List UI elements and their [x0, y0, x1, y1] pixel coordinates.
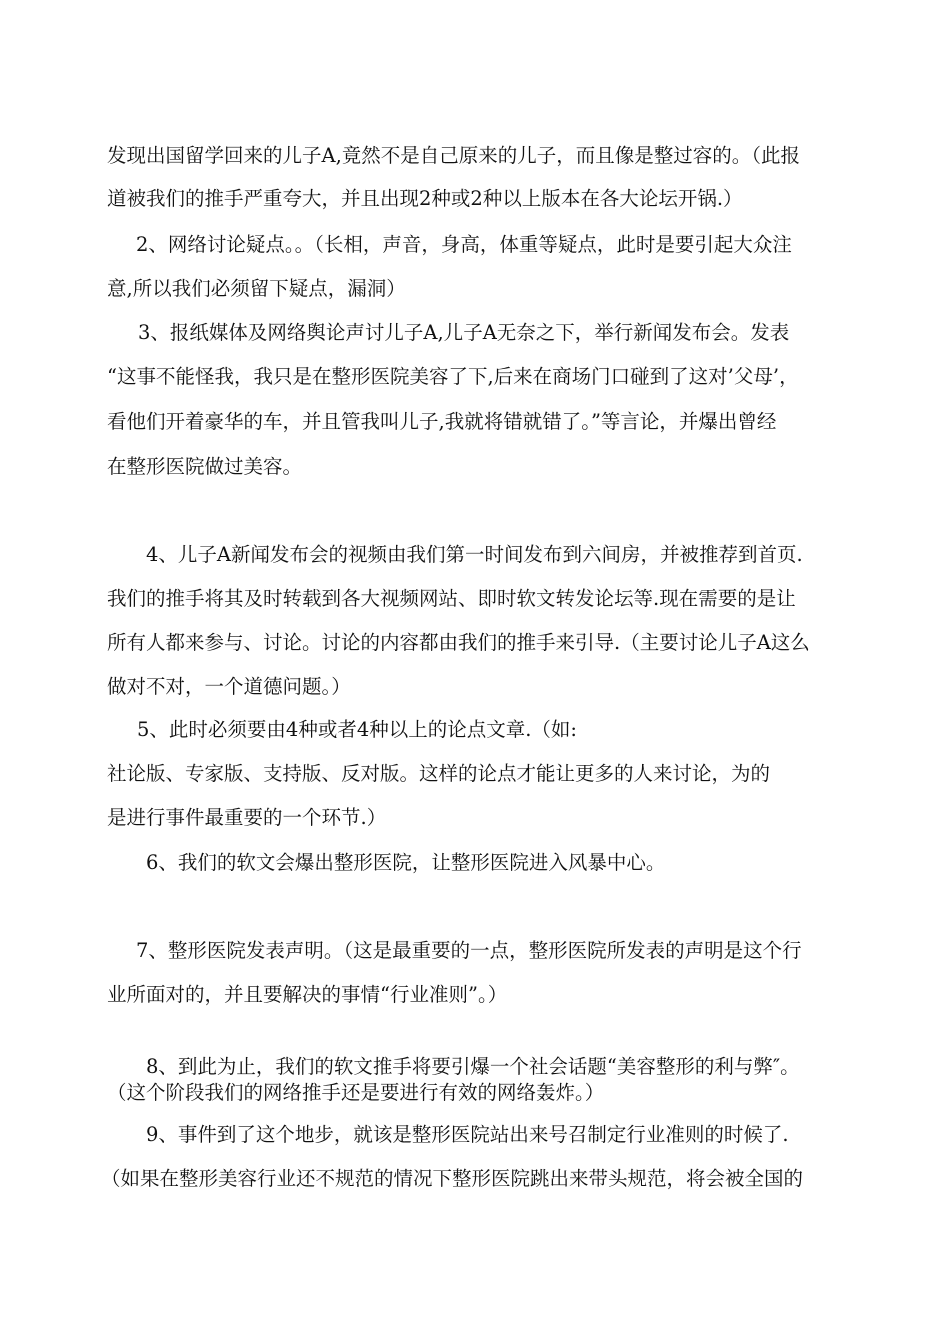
text-line: 业所面对的，并且要解决的事情“行业准则”。）	[107, 983, 508, 1006]
text-line: 做对不对，一个道德问题。）	[107, 675, 351, 698]
text-line: 5、此时必须要由4种或者4种以上的论点文章.（如:	[137, 718, 577, 741]
text-line: 7、整形医院发表声明。（这是最重要的一点，整形医院所发表的声明是这个行	[136, 939, 802, 962]
text-line: 我们的推手将其及时转载到各大视频网站、即时软文转发论坛等.现在需要的是让	[107, 587, 796, 610]
text-line: 所有人都来参与、讨论。讨论的内容都由我们的推手来引导.（主要讨论儿子A这么	[107, 631, 810, 654]
text-line: 2、网络讨论疑点。。（长相，声音，身高，体重等疑点，此时是要引起大众注	[136, 233, 792, 256]
text-line: 意,所以我们必须留下疑点，漏洞）	[107, 277, 406, 300]
text-line: 3、报纸媒体及网络舆论声讨儿子A,儿子A无奈之下，举行新闻发布会。发表	[138, 321, 790, 344]
text-line: “这事不能怪我，我只是在整形医院美容了下,后来在商场门口碰到了这对’父母’，	[107, 365, 799, 388]
text-line: 道被我们的推手严重夸大，并且出现2种或2种以上版本在各大论坛开锅.）	[107, 187, 743, 210]
text-line: 看他们开着豪华的车，并且管我叫儿子,我就将错就错了。”等言论，并爆出曾经	[107, 410, 777, 433]
text-line: 是进行事件最重要的一个环节.）	[107, 806, 387, 829]
text-line: 9、事件到了这个地步，就该是整形医院站出来号召制定行业准则的时候了.	[146, 1123, 789, 1146]
text-line: 6、我们的软文会爆出整形医院，让整形医院进入风暴中心。	[146, 851, 666, 874]
text-line: 8、到此为止，我们的软文推手将要引爆一个社会话题“美容整形的利与弊″。	[146, 1055, 800, 1078]
text-line: 发现出国留学回来的儿子A,竟然不是自己原来的儿子，而且像是整过容的。（此报	[107, 144, 801, 167]
text-line: 在整形医院做过美容。	[107, 455, 303, 478]
text-line: 社论版、专家版、支持版、反对版。这样的论点才能让更多的人来讨论，为的	[107, 762, 771, 785]
text-line: （如果在整形美容行业还不规范的情况下整形医院跳出来带头规范，将会被全国的	[101, 1167, 804, 1190]
text-line: 4、儿子A新闻发布会的视频由我们第一时间发布到六间房，并被推荐到首页.	[146, 543, 803, 566]
text-line: （这个阶段我们的网络推手还是要进行有效的网络轰炸。）	[107, 1081, 605, 1104]
